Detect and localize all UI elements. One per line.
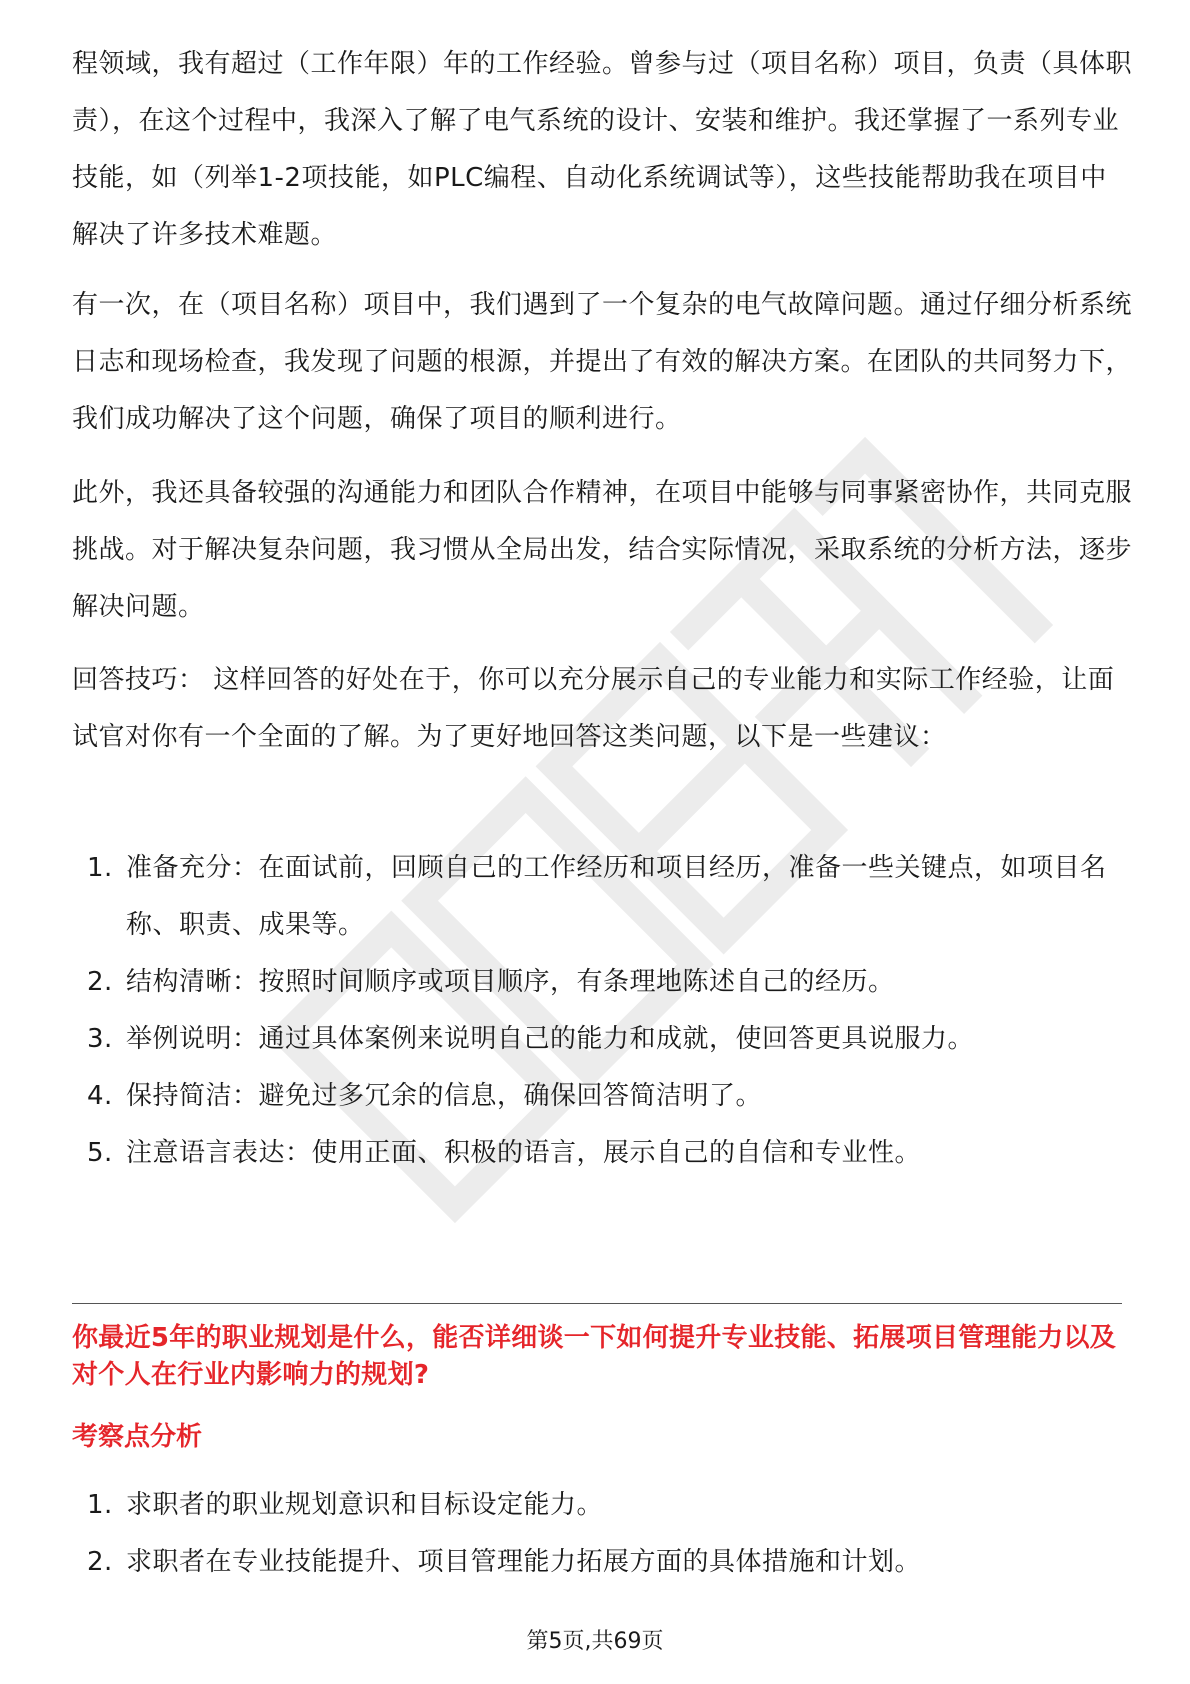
list-text: 保持简洁：避免过多冗余的信息，确保回答简洁明了。 xyxy=(126,1081,763,1111)
section-divider xyxy=(72,1303,1122,1304)
list-number: 5. xyxy=(87,1138,113,1168)
list-item xyxy=(72,954,1132,1011)
list-number: 1. xyxy=(87,1490,113,1520)
list-item xyxy=(72,1068,1132,1125)
list-text: 注意语言表达：使用正面、积极的语言，展示自己的自信和专业性。 xyxy=(126,1138,922,1168)
paragraph-example: 有一次，在（项目名称）项目中，我们遇到了一个复杂的电气故障问题。通过仔细分析系统日志和现场检查，我发现了问题的根源，并提出了有效的解决方案。在团队的共同努力下，我们成功解决了这个问题，确保了项目的顺利进行。 xyxy=(72,290,1133,434)
list-item xyxy=(72,1534,1132,1591)
paragraph-skills: 此外，我还具备较强的沟通能力和团队合作精神，在项目中能够与同事紧密协作，共同克服挑战。对于解决复杂问题，我习惯从全局出发，结合实际情况，采取系统的分析方法，逐步解决问题。 xyxy=(72,478,1133,622)
tips-list xyxy=(72,840,1132,1182)
paragraph-experience: 程领域，我有超过（工作年限）年的工作经验。曾参与过（项目名称）项目，负责（具体职责），在这个过程中，我深入了解了电气系统的设计、安装和维护。我还掌握了一系列专业技能，如（列举1-2项技能，如PLC编程、自动化系统调试等），这些技能帮助我在项目中解决了许多技术难题。 xyxy=(72,49,1133,250)
question-heading: 你最近5年的职业规划是什么，能否详细谈一下如何提升专业技能、拓展项目管理能力以及对个人在行业内影响力的规划? xyxy=(72,1323,1117,1390)
list-item xyxy=(72,1477,1132,1534)
page-footer: 第5页,共69页 xyxy=(526,1629,664,1654)
list-text: 求职者的职业规划意识和目标设定能力。 xyxy=(126,1490,604,1520)
list-text: 求职者在专业技能提升、项目管理能力拓展方面的具体措施和计划。 xyxy=(126,1547,922,1577)
analysis-heading: 考察点分析 xyxy=(72,1422,203,1452)
list-number: 3. xyxy=(87,1024,113,1054)
list-item xyxy=(72,1125,1132,1182)
list-text: 准备充分：在面试前，回顾自己的工作经历和项目经历，准备一些关键点，如项目名称、职责、成果等。 xyxy=(126,853,1107,940)
list-text: 结构清晰：按照时间顺序或项目顺序，有条理地陈述自己的经历。 xyxy=(126,967,895,997)
analysis-list xyxy=(72,1477,1132,1591)
list-number: 2. xyxy=(87,1547,113,1577)
list-number: 1. xyxy=(87,853,113,883)
list-item xyxy=(72,840,1132,954)
list-text: 举例说明：通过具体案例来说明自己的能力和成就，使回答更具说服力。 xyxy=(126,1024,975,1054)
list-item xyxy=(72,1011,1132,1068)
paragraph-answer-tips: 回答技巧： 这样回答的好处在于，你可以充分展示自己的专业能力和实际工作经验，让面试官对你有一个全面的了解。为了更好地回答这类问题，以下是一些建议： xyxy=(72,665,1115,752)
list-number: 2. xyxy=(87,967,113,997)
list-number: 4. xyxy=(87,1081,113,1111)
